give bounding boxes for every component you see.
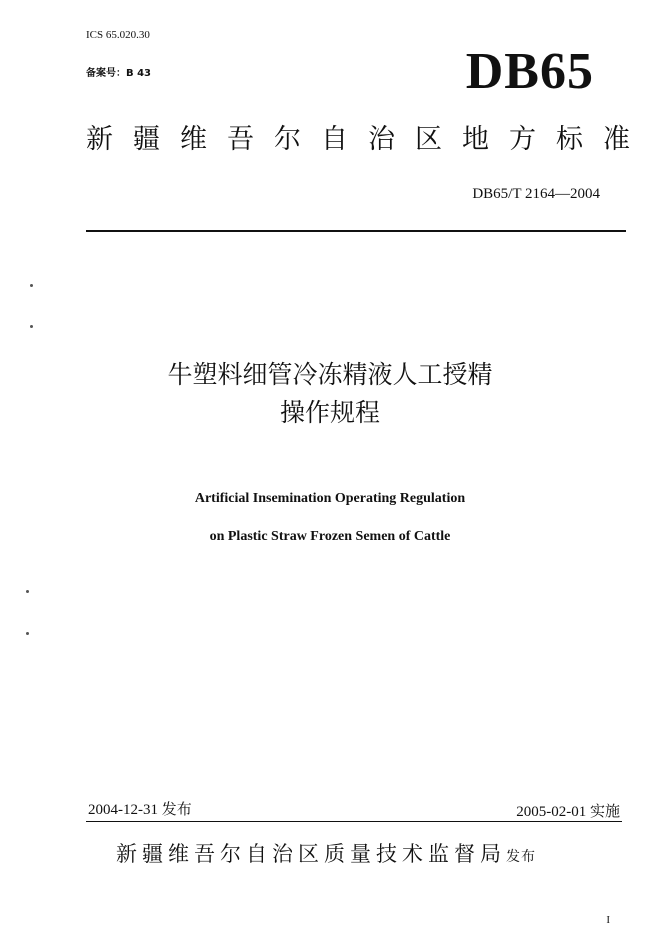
- heading-char: 治: [368, 124, 395, 155]
- effective-date: 2005-02-01 实施: [516, 804, 620, 820]
- scan-dot: [26, 632, 29, 635]
- header-divider: [86, 230, 626, 232]
- publisher: [116, 838, 536, 868]
- heading-char: 新: [86, 124, 113, 155]
- publisher-name: 新疆维吾尔自治区质量技术监督局: [116, 842, 506, 866]
- publisher-suffix: 发布: [506, 849, 536, 865]
- document-title-en: [0, 480, 660, 556]
- heading-char: 尔: [274, 124, 301, 155]
- page-number: I: [606, 914, 610, 926]
- heading-char: 地: [462, 124, 489, 155]
- issue-date: 2004-12-31 发布: [88, 802, 192, 818]
- title-en-line2: on Plastic Straw Frozen Semen of Cattle: [209, 529, 451, 544]
- ics-code: ICS 65.020.30: [86, 29, 150, 41]
- heading-char: 疆: [133, 124, 160, 155]
- scan-dot: [26, 590, 29, 593]
- heading-char: 方: [509, 124, 536, 155]
- footer-divider: [86, 821, 622, 822]
- heading-char: 区: [415, 124, 442, 155]
- scan-dot: [30, 325, 33, 328]
- standard-logo: DB65: [465, 43, 594, 100]
- filing-number: 备案号：B 43: [86, 68, 152, 79]
- heading-char: 自: [321, 124, 348, 155]
- document-title-cn: [0, 356, 660, 432]
- title-cn-line1: 牛塑料细管冷冻精液人工授精: [167, 360, 493, 389]
- title-en-line1: Artificial Insemination Operating Regulation: [194, 491, 466, 506]
- heading-char: 维: [180, 124, 207, 155]
- heading-char: 准: [603, 124, 630, 155]
- standard-type-heading: [86, 124, 630, 156]
- scan-dot: [30, 284, 33, 287]
- heading-char: 吾: [227, 124, 254, 155]
- standard-code: DB65/T 2164—2004: [472, 186, 600, 202]
- heading-char: 标: [556, 124, 583, 155]
- title-cn-line2: 操作规程: [279, 398, 380, 427]
